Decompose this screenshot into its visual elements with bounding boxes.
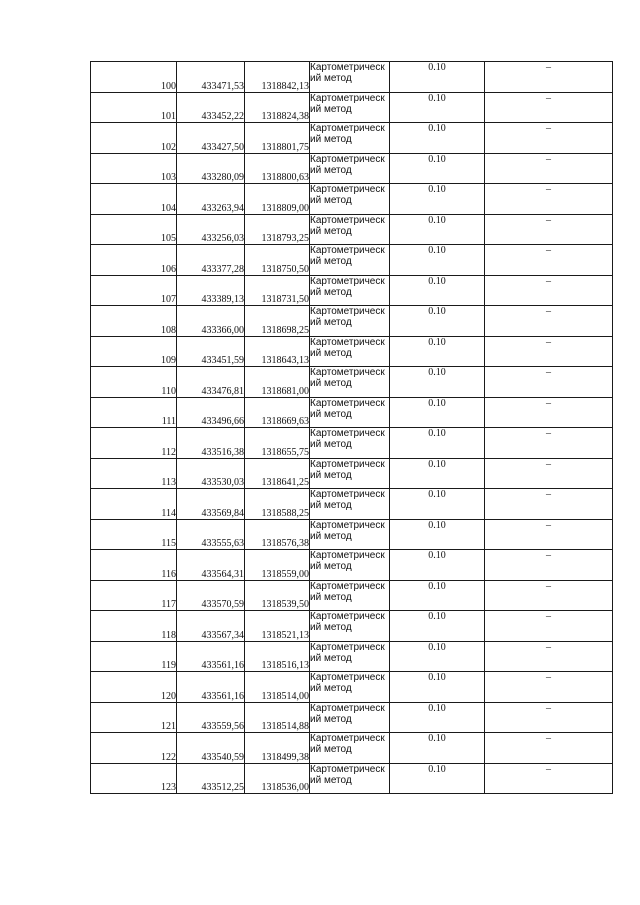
y-coordinate-cell: 1318536,00 (245, 763, 310, 794)
table-row (91, 580, 613, 611)
point-number-cell: 121 (91, 702, 177, 733)
point-number-cell: 101 (91, 92, 177, 123)
method-cell: Картометрический метод (310, 92, 390, 123)
table-row (91, 62, 613, 93)
accuracy-cell: 0.10 (390, 306, 485, 337)
y-coordinate-cell: 1318824,38 (245, 92, 310, 123)
method-cell: Картометрический метод (310, 733, 390, 764)
note-cell: – (485, 519, 613, 550)
method-cell: Картометрический метод (310, 123, 390, 154)
point-number-cell: 116 (91, 550, 177, 581)
x-coordinate-cell: 433561,16 (177, 641, 245, 672)
note-cell: – (485, 580, 613, 611)
table-row (91, 428, 613, 459)
y-coordinate-cell: 1318681,00 (245, 367, 310, 398)
method-cell: Картометрический метод (310, 580, 390, 611)
point-number-cell: 113 (91, 458, 177, 489)
coordinates-table (90, 61, 613, 794)
table-row (91, 275, 613, 306)
method-cell: Картометрический метод (310, 641, 390, 672)
note-cell: – (485, 184, 613, 215)
y-coordinate-cell: 1318809,00 (245, 184, 310, 215)
note-cell: – (485, 641, 613, 672)
note-cell: – (485, 702, 613, 733)
y-coordinate-cell: 1318521,13 (245, 611, 310, 642)
point-number-cell: 100 (91, 62, 177, 93)
note-cell: – (485, 306, 613, 337)
y-coordinate-cell: 1318842,13 (245, 62, 310, 93)
accuracy-cell: 0.10 (390, 153, 485, 184)
y-coordinate-cell: 1318559,00 (245, 550, 310, 581)
table-row (91, 123, 613, 154)
y-coordinate-cell: 1318731,50 (245, 275, 310, 306)
accuracy-cell: 0.10 (390, 397, 485, 428)
x-coordinate-cell: 433476,81 (177, 367, 245, 398)
accuracy-cell: 0.10 (390, 92, 485, 123)
table-row (91, 763, 613, 794)
accuracy-cell: 0.10 (390, 641, 485, 672)
note-cell: – (485, 428, 613, 459)
accuracy-cell: 0.10 (390, 519, 485, 550)
accuracy-cell: 0.10 (390, 763, 485, 794)
accuracy-cell: 0.10 (390, 458, 485, 489)
point-number-cell: 122 (91, 733, 177, 764)
x-coordinate-cell: 433263,94 (177, 184, 245, 215)
point-number-cell: 102 (91, 123, 177, 154)
table-row (91, 489, 613, 520)
point-number-cell: 123 (91, 763, 177, 794)
x-coordinate-cell: 433451,59 (177, 336, 245, 367)
coordinates-table-body (91, 62, 613, 794)
point-number-cell: 107 (91, 275, 177, 306)
y-coordinate-cell: 1318750,50 (245, 245, 310, 276)
table-row (91, 214, 613, 245)
table-row (91, 397, 613, 428)
x-coordinate-cell: 433427,50 (177, 123, 245, 154)
table-row (91, 733, 613, 764)
x-coordinate-cell: 433256,03 (177, 214, 245, 245)
table-row (91, 245, 613, 276)
accuracy-cell: 0.10 (390, 672, 485, 703)
point-number-cell: 114 (91, 489, 177, 520)
method-cell: Картометрический метод (310, 62, 390, 93)
accuracy-cell: 0.10 (390, 184, 485, 215)
point-number-cell: 103 (91, 153, 177, 184)
table-row (91, 184, 613, 215)
method-cell: Картометрический метод (310, 367, 390, 398)
accuracy-cell: 0.10 (390, 275, 485, 306)
y-coordinate-cell: 1318698,25 (245, 306, 310, 337)
x-coordinate-cell: 433569,84 (177, 489, 245, 520)
x-coordinate-cell: 433570,59 (177, 580, 245, 611)
table-row (91, 702, 613, 733)
table-row (91, 153, 613, 184)
y-coordinate-cell: 1318514,00 (245, 672, 310, 703)
point-number-cell: 117 (91, 580, 177, 611)
table-row (91, 336, 613, 367)
note-cell: – (485, 367, 613, 398)
x-coordinate-cell: 433567,34 (177, 611, 245, 642)
accuracy-cell: 0.10 (390, 702, 485, 733)
accuracy-cell: 0.10 (390, 214, 485, 245)
note-cell: – (485, 153, 613, 184)
point-number-cell: 104 (91, 184, 177, 215)
table-row (91, 672, 613, 703)
point-number-cell: 119 (91, 641, 177, 672)
point-number-cell: 105 (91, 214, 177, 245)
y-coordinate-cell: 1318655,75 (245, 428, 310, 459)
point-number-cell: 112 (91, 428, 177, 459)
x-coordinate-cell: 433561,16 (177, 672, 245, 703)
accuracy-cell: 0.10 (390, 245, 485, 276)
table-row (91, 458, 613, 489)
x-coordinate-cell: 433496,66 (177, 397, 245, 428)
accuracy-cell: 0.10 (390, 580, 485, 611)
method-cell: Картометрический метод (310, 153, 390, 184)
x-coordinate-cell: 433389,13 (177, 275, 245, 306)
x-coordinate-cell: 433280,09 (177, 153, 245, 184)
y-coordinate-cell: 1318539,50 (245, 580, 310, 611)
x-coordinate-cell: 433471,53 (177, 62, 245, 93)
note-cell: – (485, 62, 613, 93)
x-coordinate-cell: 433366,00 (177, 306, 245, 337)
accuracy-cell: 0.10 (390, 123, 485, 154)
point-number-cell: 110 (91, 367, 177, 398)
x-coordinate-cell: 433530,03 (177, 458, 245, 489)
y-coordinate-cell: 1318669,63 (245, 397, 310, 428)
x-coordinate-cell: 433377,28 (177, 245, 245, 276)
x-coordinate-cell: 433564,31 (177, 550, 245, 581)
y-coordinate-cell: 1318576,38 (245, 519, 310, 550)
method-cell: Картометрический метод (310, 519, 390, 550)
method-cell: Картометрический метод (310, 611, 390, 642)
method-cell: Картометрический метод (310, 763, 390, 794)
x-coordinate-cell: 433452,22 (177, 92, 245, 123)
point-number-cell: 108 (91, 306, 177, 337)
x-coordinate-cell: 433555,63 (177, 519, 245, 550)
method-cell: Картометрический метод (310, 489, 390, 520)
note-cell: – (485, 611, 613, 642)
accuracy-cell: 0.10 (390, 367, 485, 398)
y-coordinate-cell: 1318516,13 (245, 641, 310, 672)
y-coordinate-cell: 1318801,75 (245, 123, 310, 154)
y-coordinate-cell: 1318793,25 (245, 214, 310, 245)
method-cell: Картометрический метод (310, 428, 390, 459)
accuracy-cell: 0.10 (390, 550, 485, 581)
method-cell: Картометрический метод (310, 275, 390, 306)
method-cell: Картометрический метод (310, 245, 390, 276)
note-cell: – (485, 397, 613, 428)
accuracy-cell: 0.10 (390, 428, 485, 459)
note-cell: – (485, 214, 613, 245)
note-cell: – (485, 733, 613, 764)
y-coordinate-cell: 1318800,63 (245, 153, 310, 184)
note-cell: – (485, 92, 613, 123)
accuracy-cell: 0.10 (390, 62, 485, 93)
table-row (91, 367, 613, 398)
table-row (91, 641, 613, 672)
table-row (91, 306, 613, 337)
method-cell: Картометрический метод (310, 550, 390, 581)
table-row (91, 550, 613, 581)
note-cell: – (485, 123, 613, 154)
method-cell: Картометрический метод (310, 184, 390, 215)
method-cell: Картометрический метод (310, 458, 390, 489)
point-number-cell: 118 (91, 611, 177, 642)
x-coordinate-cell: 433559,56 (177, 702, 245, 733)
point-number-cell: 115 (91, 519, 177, 550)
y-coordinate-cell: 1318643,13 (245, 336, 310, 367)
accuracy-cell: 0.10 (390, 489, 485, 520)
y-coordinate-cell: 1318641,25 (245, 458, 310, 489)
point-number-cell: 109 (91, 336, 177, 367)
accuracy-cell: 0.10 (390, 336, 485, 367)
method-cell: Картометрический метод (310, 702, 390, 733)
note-cell: – (485, 489, 613, 520)
table-row (91, 611, 613, 642)
note-cell: – (485, 672, 613, 703)
table-row (91, 92, 613, 123)
note-cell: – (485, 245, 613, 276)
method-cell: Картометрический метод (310, 336, 390, 367)
accuracy-cell: 0.10 (390, 733, 485, 764)
note-cell: – (485, 275, 613, 306)
note-cell: – (485, 763, 613, 794)
method-cell: Картометрический метод (310, 214, 390, 245)
point-number-cell: 106 (91, 245, 177, 276)
note-cell: – (485, 458, 613, 489)
method-cell: Картометрический метод (310, 306, 390, 337)
y-coordinate-cell: 1318499,38 (245, 733, 310, 764)
table-row (91, 519, 613, 550)
x-coordinate-cell: 433540,59 (177, 733, 245, 764)
note-cell: – (485, 336, 613, 367)
accuracy-cell: 0.10 (390, 611, 485, 642)
method-cell: Картометрический метод (310, 672, 390, 703)
x-coordinate-cell: 433512,25 (177, 763, 245, 794)
x-coordinate-cell: 433516,38 (177, 428, 245, 459)
note-cell: – (485, 550, 613, 581)
y-coordinate-cell: 1318588,25 (245, 489, 310, 520)
method-cell: Картометрический метод (310, 397, 390, 428)
y-coordinate-cell: 1318514,88 (245, 702, 310, 733)
point-number-cell: 111 (91, 397, 177, 428)
point-number-cell: 120 (91, 672, 177, 703)
